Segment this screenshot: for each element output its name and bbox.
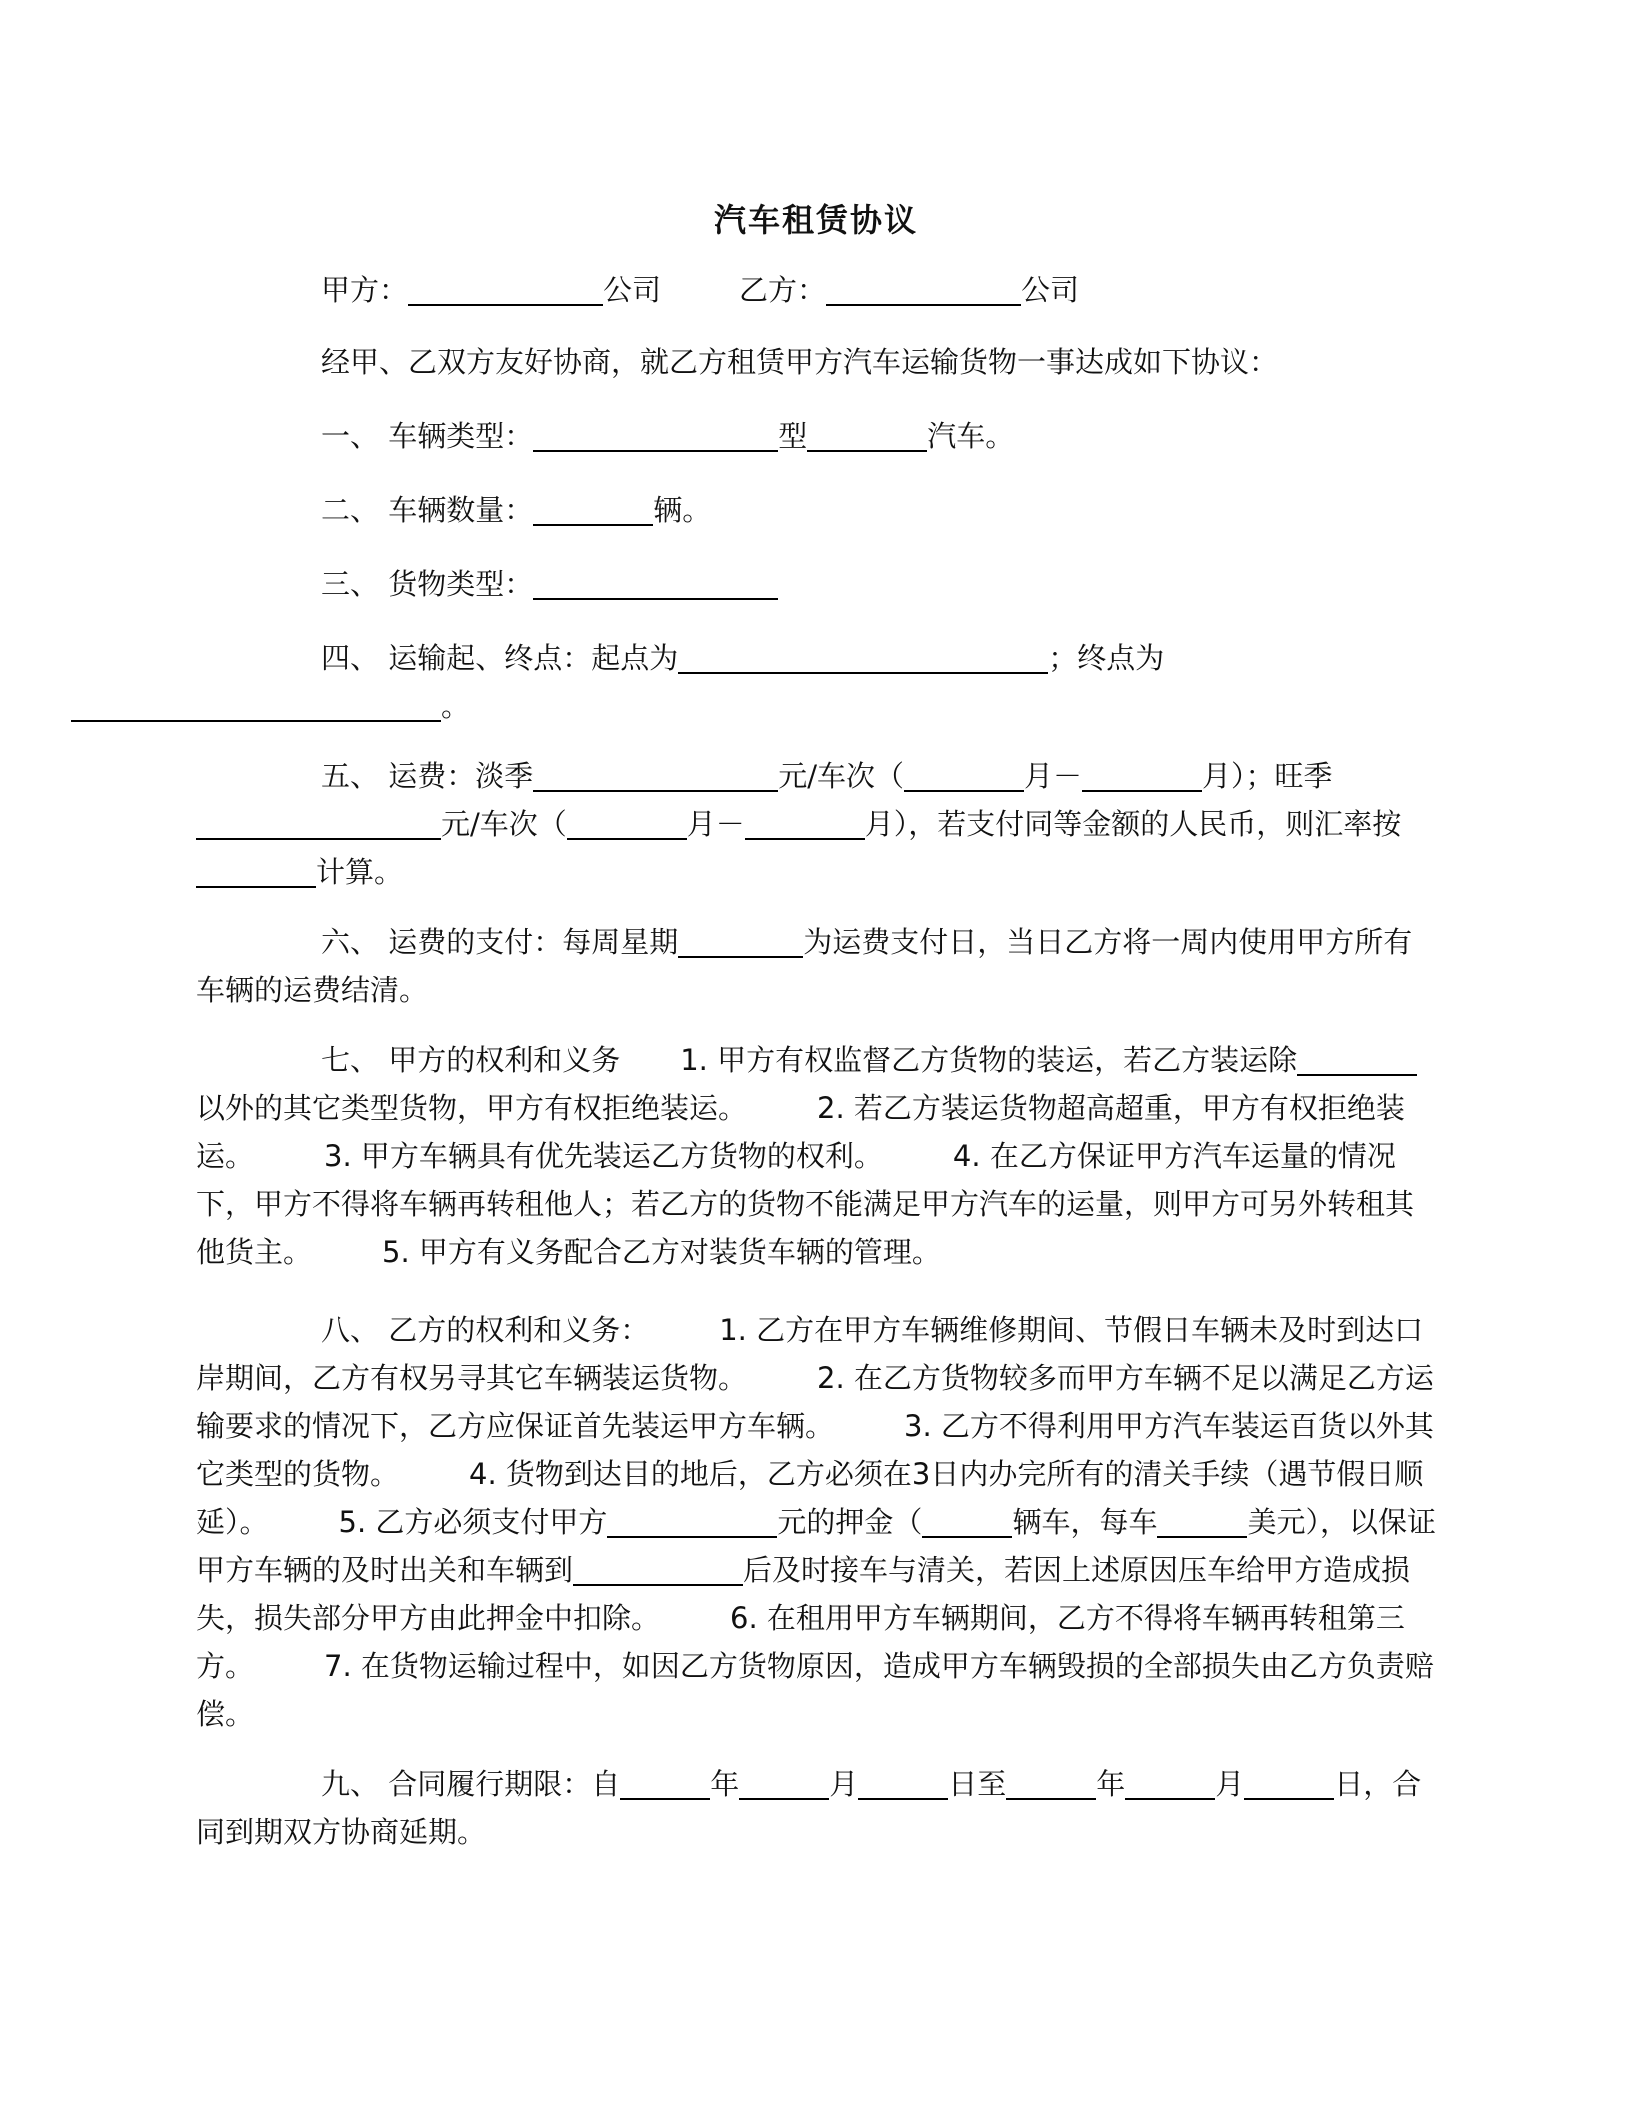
arrival-place-blank[interactable] — [573, 1554, 743, 1586]
party-a-label: 甲方： — [321, 273, 409, 307]
deposit-amount-blank[interactable] — [607, 1506, 777, 1538]
clause-8-item-2-num: 2. — [817, 1361, 845, 1395]
clause-2-end: 辆。 — [653, 493, 712, 527]
clause-9-label: 九、 合同履行期限：自 — [321, 1767, 621, 1801]
clause-7-item-5-num: 5. — [382, 1235, 410, 1269]
party-a-blank[interactable] — [408, 274, 603, 306]
clause-7-item-4-num: 4. — [952, 1139, 981, 1173]
clause-1-mid: 型 — [778, 419, 808, 453]
clause-8-item-3-num: 3. — [904, 1409, 932, 1443]
clause-3-label: 三、 货物类型： — [321, 567, 534, 601]
clause-7-item-4: 在乙方保证甲方汽车运量的情况下，甲方不得将车辆再转租他人；若乙方的货物不能满足甲方汽车的运量，则甲方可另外转租其他货主。 — [196, 1139, 1415, 1269]
clause-6 — [196, 918, 1436, 1014]
start-month-blank[interactable] — [739, 1768, 829, 1800]
deposit-per-vehicle-blank[interactable] — [1157, 1506, 1247, 1538]
clause-8-item-5-num: 5. — [338, 1505, 367, 1539]
clause-9 — [196, 1760, 1436, 1856]
clause-2 — [196, 486, 1436, 534]
clause-6-label: 六、 运费的支付：每周星期 — [321, 925, 679, 959]
clause-4-end: 。 — [441, 689, 471, 723]
intro-paragraph — [196, 338, 1436, 386]
clause-9-y1: 年 — [710, 1767, 740, 1801]
clause-4-mid: ；终点为 — [1048, 641, 1165, 675]
party-a-suffix: 公司 — [603, 273, 662, 307]
clause-7-label: 七、 甲方的权利和义务 — [321, 1043, 621, 1077]
clause-2-label: 二、 车辆数量： — [321, 493, 534, 527]
off-season-end-blank[interactable] — [1082, 760, 1202, 792]
clearance-days: 3 — [911, 1457, 931, 1491]
clause-5-label: 五、 运费：淡季 — [321, 759, 534, 793]
document-title: 汽车租赁协议 — [713, 201, 918, 239]
parties-line — [196, 266, 1436, 314]
clause-4 — [196, 634, 1436, 730]
clause-1-end: 汽车。 — [927, 419, 1015, 453]
peak-season-start-blank[interactable] — [567, 808, 687, 840]
clause-8-item-4b: 日内办完所有的清关手续（遇节假日顺延）。 — [196, 1457, 1424, 1539]
clause-5-t6: 月），若支付同等金额的人民币，则汇率按 — [864, 807, 1402, 841]
clause-5 — [196, 752, 1436, 896]
clause-5-t5: 月－ — [686, 807, 745, 841]
clause-7-item-1a: 甲方有权监督乙方货物的装运，若乙方装运除 — [717, 1043, 1298, 1077]
end-point-blank[interactable] — [71, 690, 441, 722]
clause-8-item-7: 在货物运输过程中，如因乙方货物原因，造成甲方车辆毁损的全部损失由乙方负责赔偿。 — [196, 1649, 1434, 1731]
clause-8-item-4a: 货物到达目的地后，乙方必须在 — [505, 1457, 912, 1491]
clause-8-item-5d: 美元），以保证甲方车辆的及时出关和车辆到 — [196, 1505, 1436, 1587]
clause-4-label: 四、 运输起、终点：起点为 — [321, 641, 679, 675]
vehicle-count-blank[interactable] — [533, 494, 653, 526]
clause-8-label: 八、 乙方的权利和义务： — [321, 1313, 650, 1347]
clause-8-item-6: 在租用甲方车辆期间，乙方不得将车辆再转租第三方。 — [196, 1601, 1405, 1683]
clause-1 — [196, 412, 1436, 460]
clause-8-item-5a: 乙方必须支付甲方 — [375, 1505, 608, 1539]
payment-weekday-blank[interactable] — [678, 926, 803, 958]
clause-8-item-7-num: 7. — [324, 1649, 352, 1683]
excluded-cargo-blank[interactable] — [1297, 1044, 1417, 1076]
clause-5-t4: 元/车次（ — [441, 807, 567, 841]
party-b-label: 乙方： — [739, 273, 827, 307]
clause-7-item-5: 甲方有义务配合乙方对装货车辆的管理。 — [418, 1235, 941, 1269]
clause-7-item-2: 若乙方装运货物超高超重，甲方有权拒绝装运。 — [196, 1091, 1405, 1173]
end-month-blank[interactable] — [1125, 1768, 1215, 1800]
vehicle-model-blank[interactable] — [807, 420, 927, 452]
intro-text: 经甲、乙双方友好协商，就乙方租赁甲方汽车运输货物一事达成如下协议： — [321, 345, 1279, 379]
clause-7-item-1b: 以外的其它类型货物，甲方有权拒绝装运。 — [196, 1091, 748, 1125]
clause-8-item-5c: 辆车，每车 — [1012, 1505, 1158, 1539]
start-day-blank[interactable] — [858, 1768, 948, 1800]
peak-season-price-blank[interactable] — [196, 808, 441, 840]
start-year-blank[interactable] — [620, 1768, 710, 1800]
clause-5-t2: 月－ — [1024, 759, 1083, 793]
cargo-type-blank[interactable] — [533, 568, 778, 600]
clause-7-item-1-num: 1. — [680, 1043, 708, 1077]
start-point-blank[interactable] — [678, 642, 1048, 674]
deposit-vehicles-blank[interactable] — [922, 1506, 1012, 1538]
peak-season-end-blank[interactable] — [745, 808, 865, 840]
clause-7 — [196, 1036, 1436, 1276]
end-day-blank[interactable] — [1244, 1768, 1334, 1800]
clause-9-d1: 日至 — [948, 1767, 1007, 1801]
clause-9-d2: 日，合同到期双方协商延期。 — [196, 1767, 1422, 1849]
off-season-price-blank[interactable] — [533, 760, 778, 792]
clause-8-item-1-num: 1. — [719, 1313, 747, 1347]
exchange-rate-blank[interactable] — [196, 856, 316, 888]
clause-1-label: 一、 车辆类型： — [321, 419, 534, 453]
party-b-suffix: 公司 — [1021, 273, 1080, 307]
clause-8-item-3: 乙方不得利用甲方汽车装运百货以外其它类型的货物。 — [196, 1409, 1434, 1491]
clause-9-m1: 月 — [829, 1767, 859, 1801]
clause-5-t7: 计算。 — [316, 855, 404, 889]
clause-9-y2: 年 — [1096, 1767, 1126, 1801]
clause-3 — [196, 560, 1436, 608]
clause-6-end: 为运费支付日，当日乙方将一周内使用甲方所有车辆的运费结清。 — [196, 925, 1413, 1007]
vehicle-type-blank[interactable] — [533, 420, 778, 452]
off-season-start-blank[interactable] — [904, 760, 1024, 792]
clause-7-item-2-num: 2. — [817, 1091, 845, 1125]
clause-8-item-1: 乙方在甲方车辆维修期间、节假日车辆未及时到达口岸期间，乙方有权另寻其它车辆装运货物。 — [196, 1313, 1424, 1395]
clause-5-t1: 元/车次（ — [778, 759, 904, 793]
clause-9-m2: 月 — [1215, 1767, 1245, 1801]
clause-8-item-2: 在乙方货物较多而甲方车辆不足以满足乙方运输要求的情况下，乙方应保证首先装运甲方车辆。 — [196, 1361, 1434, 1443]
end-year-blank[interactable] — [1006, 1768, 1096, 1800]
clause-7-item-3-num: 3. — [324, 1139, 352, 1173]
party-b-blank[interactable] — [826, 274, 1021, 306]
clause-8-item-6-num: 6. — [730, 1601, 758, 1635]
clause-8 — [196, 1306, 1436, 1738]
clause-8-item-5e: 后及时接车与清关，若因上述原因压车给甲方造成损失，损失部分甲方由此押金中扣除。 — [196, 1553, 1411, 1635]
clause-7-item-3: 甲方车辆具有优先装运乙方货物的权利。 — [360, 1139, 883, 1173]
clause-8-item-4-num: 4. — [469, 1457, 497, 1491]
clause-5-t3: 月）；旺季 — [1202, 759, 1333, 793]
clause-8-item-5b: 元的押金（ — [777, 1505, 923, 1539]
